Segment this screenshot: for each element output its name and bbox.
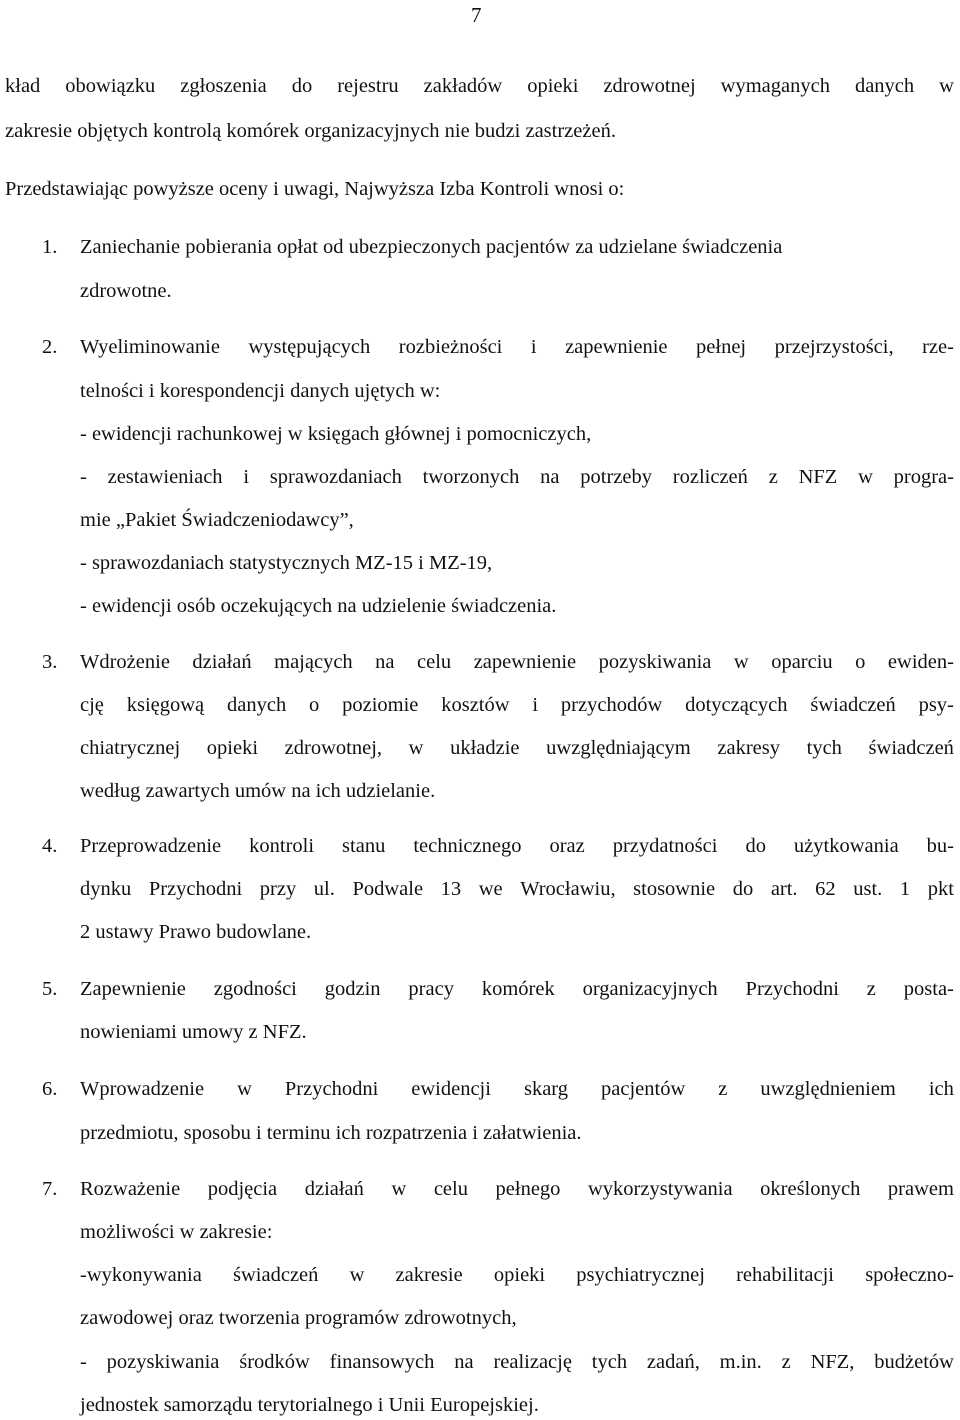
item-line: możliwości w zakresie: (80, 1221, 273, 1243)
word: i (243, 466, 250, 488)
item-number: 1. (42, 236, 58, 258)
word: chiatrycznej (80, 737, 181, 759)
item-line: - ewidencji osób oczekujących na udzielenie świadczenia. (80, 595, 557, 617)
word: Zapewnienie (80, 978, 186, 1000)
item-line (80, 692, 954, 718)
word: - (80, 1351, 87, 1373)
word: pozyskiwania (598, 651, 712, 673)
word: finansowych (329, 1351, 435, 1373)
word: budżetów (874, 1351, 954, 1373)
word: zakresie (395, 1264, 463, 1286)
word: organizacyjnych (582, 978, 718, 1000)
word: zakresy (717, 737, 780, 759)
word: z (718, 1078, 728, 1100)
word: przydatności (612, 835, 718, 857)
word: ewidencji (411, 1078, 491, 1100)
word: w (939, 75, 954, 97)
word: zadań, (646, 1351, 700, 1373)
word: - (80, 466, 87, 488)
word: Wdrożenie (80, 651, 170, 673)
word: pełnego (495, 1178, 561, 1200)
item-line (80, 876, 954, 902)
word: o (855, 651, 866, 673)
word: zdrowotnej (603, 75, 696, 97)
word: stanu (342, 835, 386, 857)
word: w (391, 1178, 407, 1200)
item-line: zawodowej oraz tworzenia programów zdrowotnych, (80, 1307, 517, 1329)
word: tych (806, 737, 842, 759)
word: m.in. (719, 1351, 762, 1373)
intro-line: Przedstawiając powyższe oceny i uwagi, Najwyższa Izba Kontroli wnosi o: (5, 178, 625, 200)
word: pełnej (696, 336, 747, 358)
item-line (80, 334, 954, 360)
word: tworzonych (422, 466, 520, 488)
item-line: nowieniami umowy z NFZ. (80, 1021, 307, 1043)
word: celu (417, 651, 452, 673)
word: kosztów (441, 694, 510, 716)
item-number: 7. (42, 1178, 58, 1200)
word: w (408, 737, 424, 759)
word: Wrocławiu, (520, 878, 616, 900)
word: do (745, 835, 766, 857)
word: poziomie (342, 694, 419, 716)
word: z (781, 1351, 791, 1373)
word: i (530, 336, 537, 358)
word: społeczno- (865, 1264, 954, 1286)
word: Wyeliminowanie (80, 336, 220, 358)
word: zestawieniach (107, 466, 223, 488)
item-line: według zawartych umów na ich udzielanie. (80, 780, 436, 802)
word: obowiązku (65, 75, 156, 97)
word: ich (928, 1078, 954, 1100)
word: Przychodni (148, 878, 243, 900)
word: w (349, 1264, 365, 1286)
word: danych (227, 694, 287, 716)
item-line: zdrowotne. (80, 280, 172, 302)
word: środków (239, 1351, 310, 1373)
word: świadczeń (233, 1264, 319, 1286)
word: pracy (408, 978, 454, 1000)
word: Rozważenie (80, 1178, 181, 1200)
item-number: 4. (42, 835, 58, 857)
word: art. (770, 878, 798, 900)
word: przy (259, 878, 297, 900)
word: na (540, 466, 560, 488)
word: na (375, 651, 395, 673)
word: użytkowania (793, 835, 899, 857)
word: do (732, 878, 754, 900)
word: komórek (481, 978, 555, 1000)
item-line: przedmiotu, sposobu i terminu ich rozpatrzenia i załatwienia. (80, 1122, 582, 1144)
word: realizację (493, 1351, 572, 1373)
word: działań (304, 1178, 364, 1200)
word: sprawozdaniach (269, 466, 402, 488)
item-line: telności i korespondencji danych ujętych w: (80, 380, 441, 402)
word: pozyskiwania (106, 1351, 220, 1373)
word: rejestru (337, 75, 399, 97)
word: celu (433, 1178, 468, 1200)
word: opieki (527, 75, 579, 97)
word: świadczeń (868, 737, 954, 759)
item-number: 6. (42, 1078, 58, 1100)
word: danych (854, 75, 915, 97)
word: podjęcia (207, 1178, 278, 1200)
word: -wykonywania (80, 1264, 202, 1286)
word: do (291, 75, 313, 97)
word: Przeprowadzenie (80, 835, 222, 857)
word: rehabilitacji (736, 1264, 835, 1286)
word: Wprowadzenie (80, 1078, 205, 1100)
item-line (80, 1349, 954, 1375)
word: Przychodni (745, 978, 839, 1000)
word: zdrowotnej, (284, 737, 383, 759)
word: technicznego (413, 835, 522, 857)
word: na (454, 1351, 474, 1373)
word: NFZ, (810, 1351, 855, 1373)
item-line (80, 1176, 954, 1202)
word: progra- (893, 466, 954, 488)
item-line: - sprawozdaniach statystycznych MZ-15 i MZ-19, (80, 552, 493, 574)
word: o (309, 694, 320, 716)
item-line: mie „Pakiet Świadczeniodawcy”, (80, 509, 354, 531)
word: pkt (927, 878, 954, 900)
word: w (733, 651, 749, 673)
word: godzin (324, 978, 381, 1000)
item-line: Zaniechanie pobierania opłat od ubezpieczonych pacjentów za udzielane świadczenia (80, 236, 783, 258)
word: w (858, 466, 873, 488)
word: posta- (903, 978, 954, 1000)
word: kład (5, 75, 41, 97)
word: określonych (760, 1178, 861, 1200)
item-line (80, 735, 954, 761)
word: skarg (523, 1078, 569, 1100)
item-line: - ewidencji rachunkowej w księgach głównej i pomocniczych, (80, 423, 592, 445)
word: zakładów (423, 75, 503, 97)
word: działań (192, 651, 252, 673)
word: bu- (926, 835, 954, 857)
word: stosownie (633, 878, 716, 900)
item-line (80, 1262, 954, 1288)
word: z (866, 978, 876, 1000)
word: ust. (853, 878, 883, 900)
word: we (478, 878, 503, 900)
word: księgową (126, 694, 205, 716)
word: Podwale (352, 878, 424, 900)
word: występujących (248, 336, 371, 358)
item-line: 2 ustawy Prawo budowlane. (80, 921, 312, 943)
word: ul. (313, 878, 335, 900)
word: 13 (440, 878, 462, 900)
word: 62 (815, 878, 836, 900)
word: ewiden- (887, 651, 954, 673)
word: układzie (450, 737, 520, 759)
item-line (80, 649, 954, 675)
word: przejrzystości, (774, 336, 894, 358)
word: pacjentów (601, 1078, 686, 1100)
item-number: 3. (42, 651, 58, 673)
item-line (80, 833, 954, 859)
word: mających (274, 651, 353, 673)
word: oraz (549, 835, 585, 857)
word: rozbieżności (398, 336, 503, 358)
word: psychiatrycznej (576, 1264, 705, 1286)
item-line (80, 1076, 954, 1102)
word: wymaganych (720, 75, 830, 97)
word: uwzględniającym (546, 737, 691, 759)
word: wykorzystywania (587, 1178, 733, 1200)
word: zapewnienie (565, 336, 668, 358)
word: kontroli (249, 835, 315, 857)
word: psy- (918, 694, 954, 716)
word: zgodności (213, 978, 297, 1000)
word: rze- (922, 336, 954, 358)
word: w (237, 1078, 252, 1100)
word: i (532, 694, 539, 716)
word: Przychodni (284, 1078, 379, 1100)
word: potrzeby (580, 466, 653, 488)
item-line (80, 976, 954, 1002)
word: rozliczeń (672, 466, 748, 488)
item-line (80, 464, 954, 490)
item-number: 5. (42, 978, 58, 1000)
word: prawem (887, 1178, 954, 1200)
item-number: 2. (42, 336, 58, 358)
item-line: jednostek samorządu terytorialnego i Unii Europejskiej. (80, 1394, 539, 1416)
word: opieki (206, 737, 259, 759)
word: świadczeń (810, 694, 896, 716)
word: NFZ (798, 466, 838, 488)
word: cję (80, 694, 104, 716)
word: przychodów (560, 694, 663, 716)
intro-line: zakresie objętych kontrolą komórek organizacyjnych nie budzi zastrzeżeń. (5, 120, 616, 142)
word: zgłoszenia (180, 75, 267, 97)
intro-line (5, 73, 954, 99)
word: tych (591, 1351, 628, 1373)
word: z (768, 466, 778, 488)
word: uwzględnieniem (760, 1078, 896, 1100)
word: 1 (899, 878, 911, 900)
word: dotyczących (685, 694, 788, 716)
page-number: 7 (471, 3, 482, 27)
word: opieki (493, 1264, 546, 1286)
word: zapewnienie (473, 651, 577, 673)
word: oparciu (771, 651, 833, 673)
word: dynku (80, 878, 132, 900)
